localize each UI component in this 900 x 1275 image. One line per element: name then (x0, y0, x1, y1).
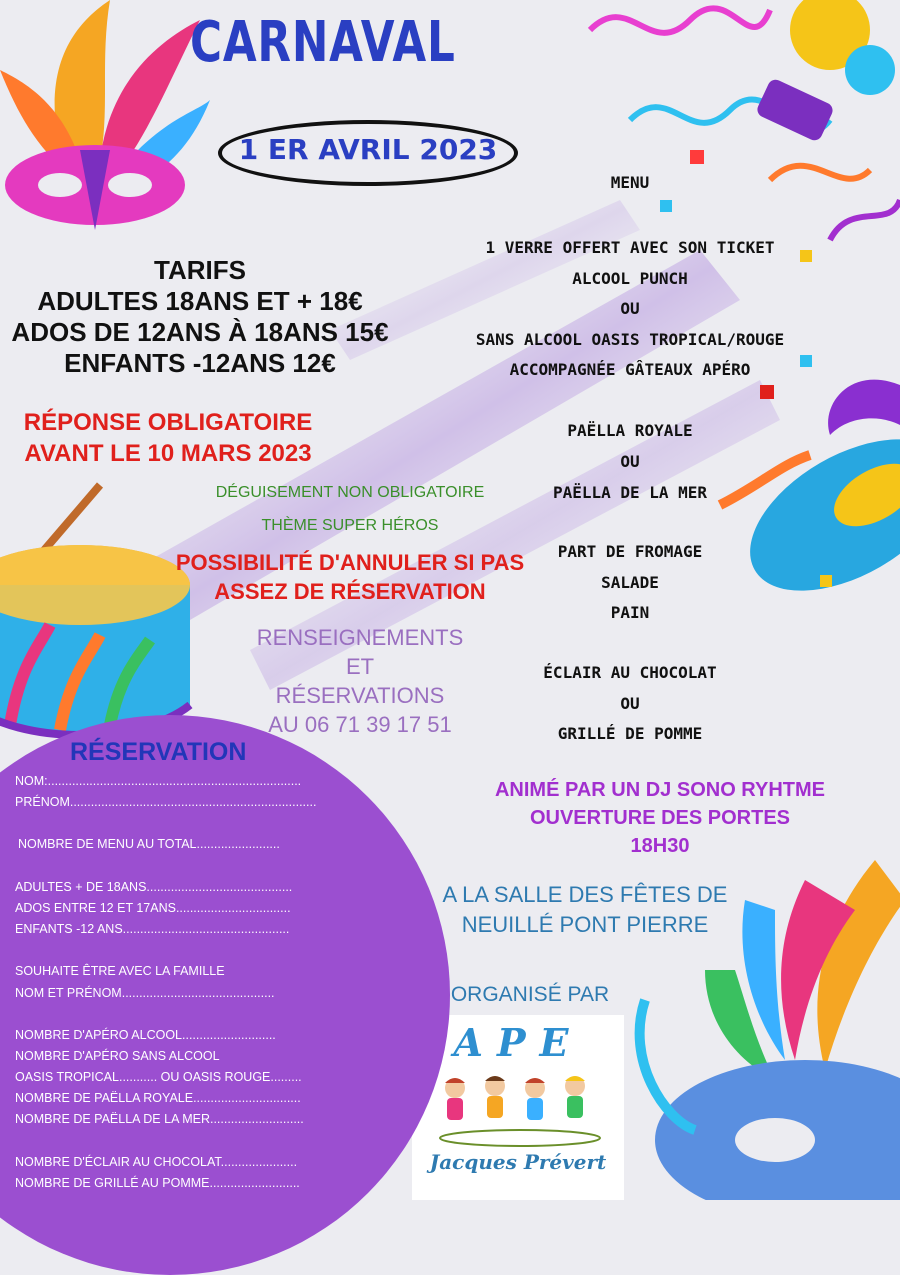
menu-dessert-line: ÉCLAIR AU CHOCOLAT (543, 663, 717, 682)
organise-par: ORGANISÉ PAR (450, 983, 610, 1006)
menu-main (430, 415, 830, 508)
children-icon (430, 1068, 610, 1148)
reservation-field-ados[interactable]: ADOS ENTRE 12 ET 17ANS................................. (15, 901, 291, 915)
drum-icon (0, 475, 200, 745)
tarif-enfants: ENFANTS -12ANS 12€ (64, 348, 336, 378)
menu-main-line: PAËLLA DE LA MER (552, 483, 708, 502)
menu-main-line: PAËLLA ROYALE (567, 421, 693, 440)
dj-block (440, 776, 880, 860)
menu-cheese (430, 537, 830, 629)
reservation-field-enfants[interactable]: ENFANTS -12 ANS................................................ (15, 922, 290, 936)
venue-line-1: A LA SALLE DES FÊTES DE (442, 882, 728, 907)
reservation-field-famille-nom[interactable]: NOM ET PRÉNOM............................................ (15, 986, 275, 1000)
menu-drinks-line: 1 VERRE OFFERT AVEC SON TICKET (485, 238, 775, 257)
renseignements-phone: AU 06 71 39 17 51 (268, 712, 452, 737)
menu-dessert-line: GRILLÉ DE POMME (557, 724, 703, 743)
deguisement-note: DÉGUISEMENT NON OBLIGATOIRE (215, 484, 485, 501)
tarifs-heading: TARIFS (154, 255, 246, 285)
menu-drinks-line: ACCOMPAGNÉE GÂTEAUX APÉRO (509, 360, 751, 379)
renseignements-line-2: ET (345, 654, 375, 679)
menu-drinks-line: SANS ALCOOL OASIS TROPICAL/ROUGE (475, 329, 785, 349)
ape-logo-text: APE (453, 1020, 583, 1065)
tarif-ados: ADOS DE 12ANS À 18ANS 15€ (11, 317, 389, 347)
reservation-field-grille-pomme[interactable]: NOMBRE DE GRILLÉ AU POMME.......................... (15, 1176, 300, 1190)
annulation-line-2: ASSEZ DE RÉSERVATION (214, 579, 486, 604)
reservation-field-apero-alcool[interactable]: NOMBRE D'APÉRO ALCOOL........................... (15, 1028, 276, 1042)
event-date: 1 ER AVRIL 2023 (238, 133, 498, 166)
menu-cheese-line: PAIN (610, 603, 650, 622)
reservation-field-paella-royale[interactable]: NOMBRE DE PAËLLA ROYALE............................... (15, 1091, 301, 1105)
venue-line-2: NEUILLÉ PONT PIERRE (461, 912, 709, 937)
menu-dessert-line: OU (620, 693, 640, 713)
renseignements-line-1: RENSEIGNEMENTS (256, 625, 464, 650)
reservation-field-prenom[interactable]: PRÉNOM....................................................................... (15, 795, 317, 809)
reponse-line-2: AVANT LE 10 MARS 2023 (24, 440, 312, 467)
menu-main-line: OU (620, 452, 640, 471)
menu-drinks-line: OU (620, 299, 640, 318)
reservation-apero-sans-alcool-label: NOMBRE D'APÉRO SANS ALCOOL (15, 1049, 220, 1063)
reponse-obligatoire (0, 407, 336, 469)
reservation-field-paella-mer[interactable]: NOMBRE DE PAËLLA DE LA MER........................... (15, 1112, 304, 1126)
reservation-field-adultes[interactable]: ADULTES + DE 18ANS.......................................... (15, 880, 293, 894)
event-title: CARNAVAL (190, 10, 456, 75)
menu-cheese-line: PART DE FROMAGE (557, 542, 703, 561)
tarif-adultes: ADULTES 18ANS ET + 18€ (37, 286, 363, 316)
menu-drinks (430, 233, 830, 386)
reservation-title: RÉSERVATION (70, 738, 247, 766)
reservation-field-nom[interactable]: NOM:......................................................................... (15, 774, 302, 788)
menu-dessert (430, 658, 830, 750)
doors-time: 18H30 (630, 835, 690, 857)
reponse-line-1: RÉPONSE OBLIGATOIRE (23, 409, 313, 436)
ape-school-name: Jacques Prévert (429, 1150, 607, 1174)
doors-line: OUVERTURE DES PORTES (529, 807, 791, 829)
renseignements-line-3: RÉSERVATIONS (275, 683, 445, 708)
annulation-line-1: POSSIBILITÉ D'ANNULER SI PAS (175, 550, 525, 575)
menu-drinks-line: ALCOOL PUNCH (572, 268, 688, 288)
venue-block (400, 880, 770, 940)
reservation-field-eclair[interactable]: NOMBRE D'ÉCLAIR AU CHOCOLAT...................... (15, 1155, 298, 1169)
reservation-field-nombre-menu[interactable]: NOMBRE DE MENU AU TOTAL........................ (18, 837, 280, 851)
dj-line: ANIMÉ PAR UN DJ SONO RYHTME (494, 779, 826, 801)
feather-mask-icon (0, 0, 210, 240)
reservation-famille-label: SOUHAITE ÊTRE AVEC LA FAMILLE (15, 964, 225, 978)
reservation-field-oasis[interactable]: OASIS TROPICAL........... OU OASIS ROUGE......... (15, 1070, 302, 1084)
tarifs-block (0, 255, 400, 379)
menu-cheese-line: SALADE (601, 572, 659, 592)
theme-note: THÈME SUPER HÉROS (261, 517, 439, 534)
menu-heading: MENU (610, 173, 650, 192)
